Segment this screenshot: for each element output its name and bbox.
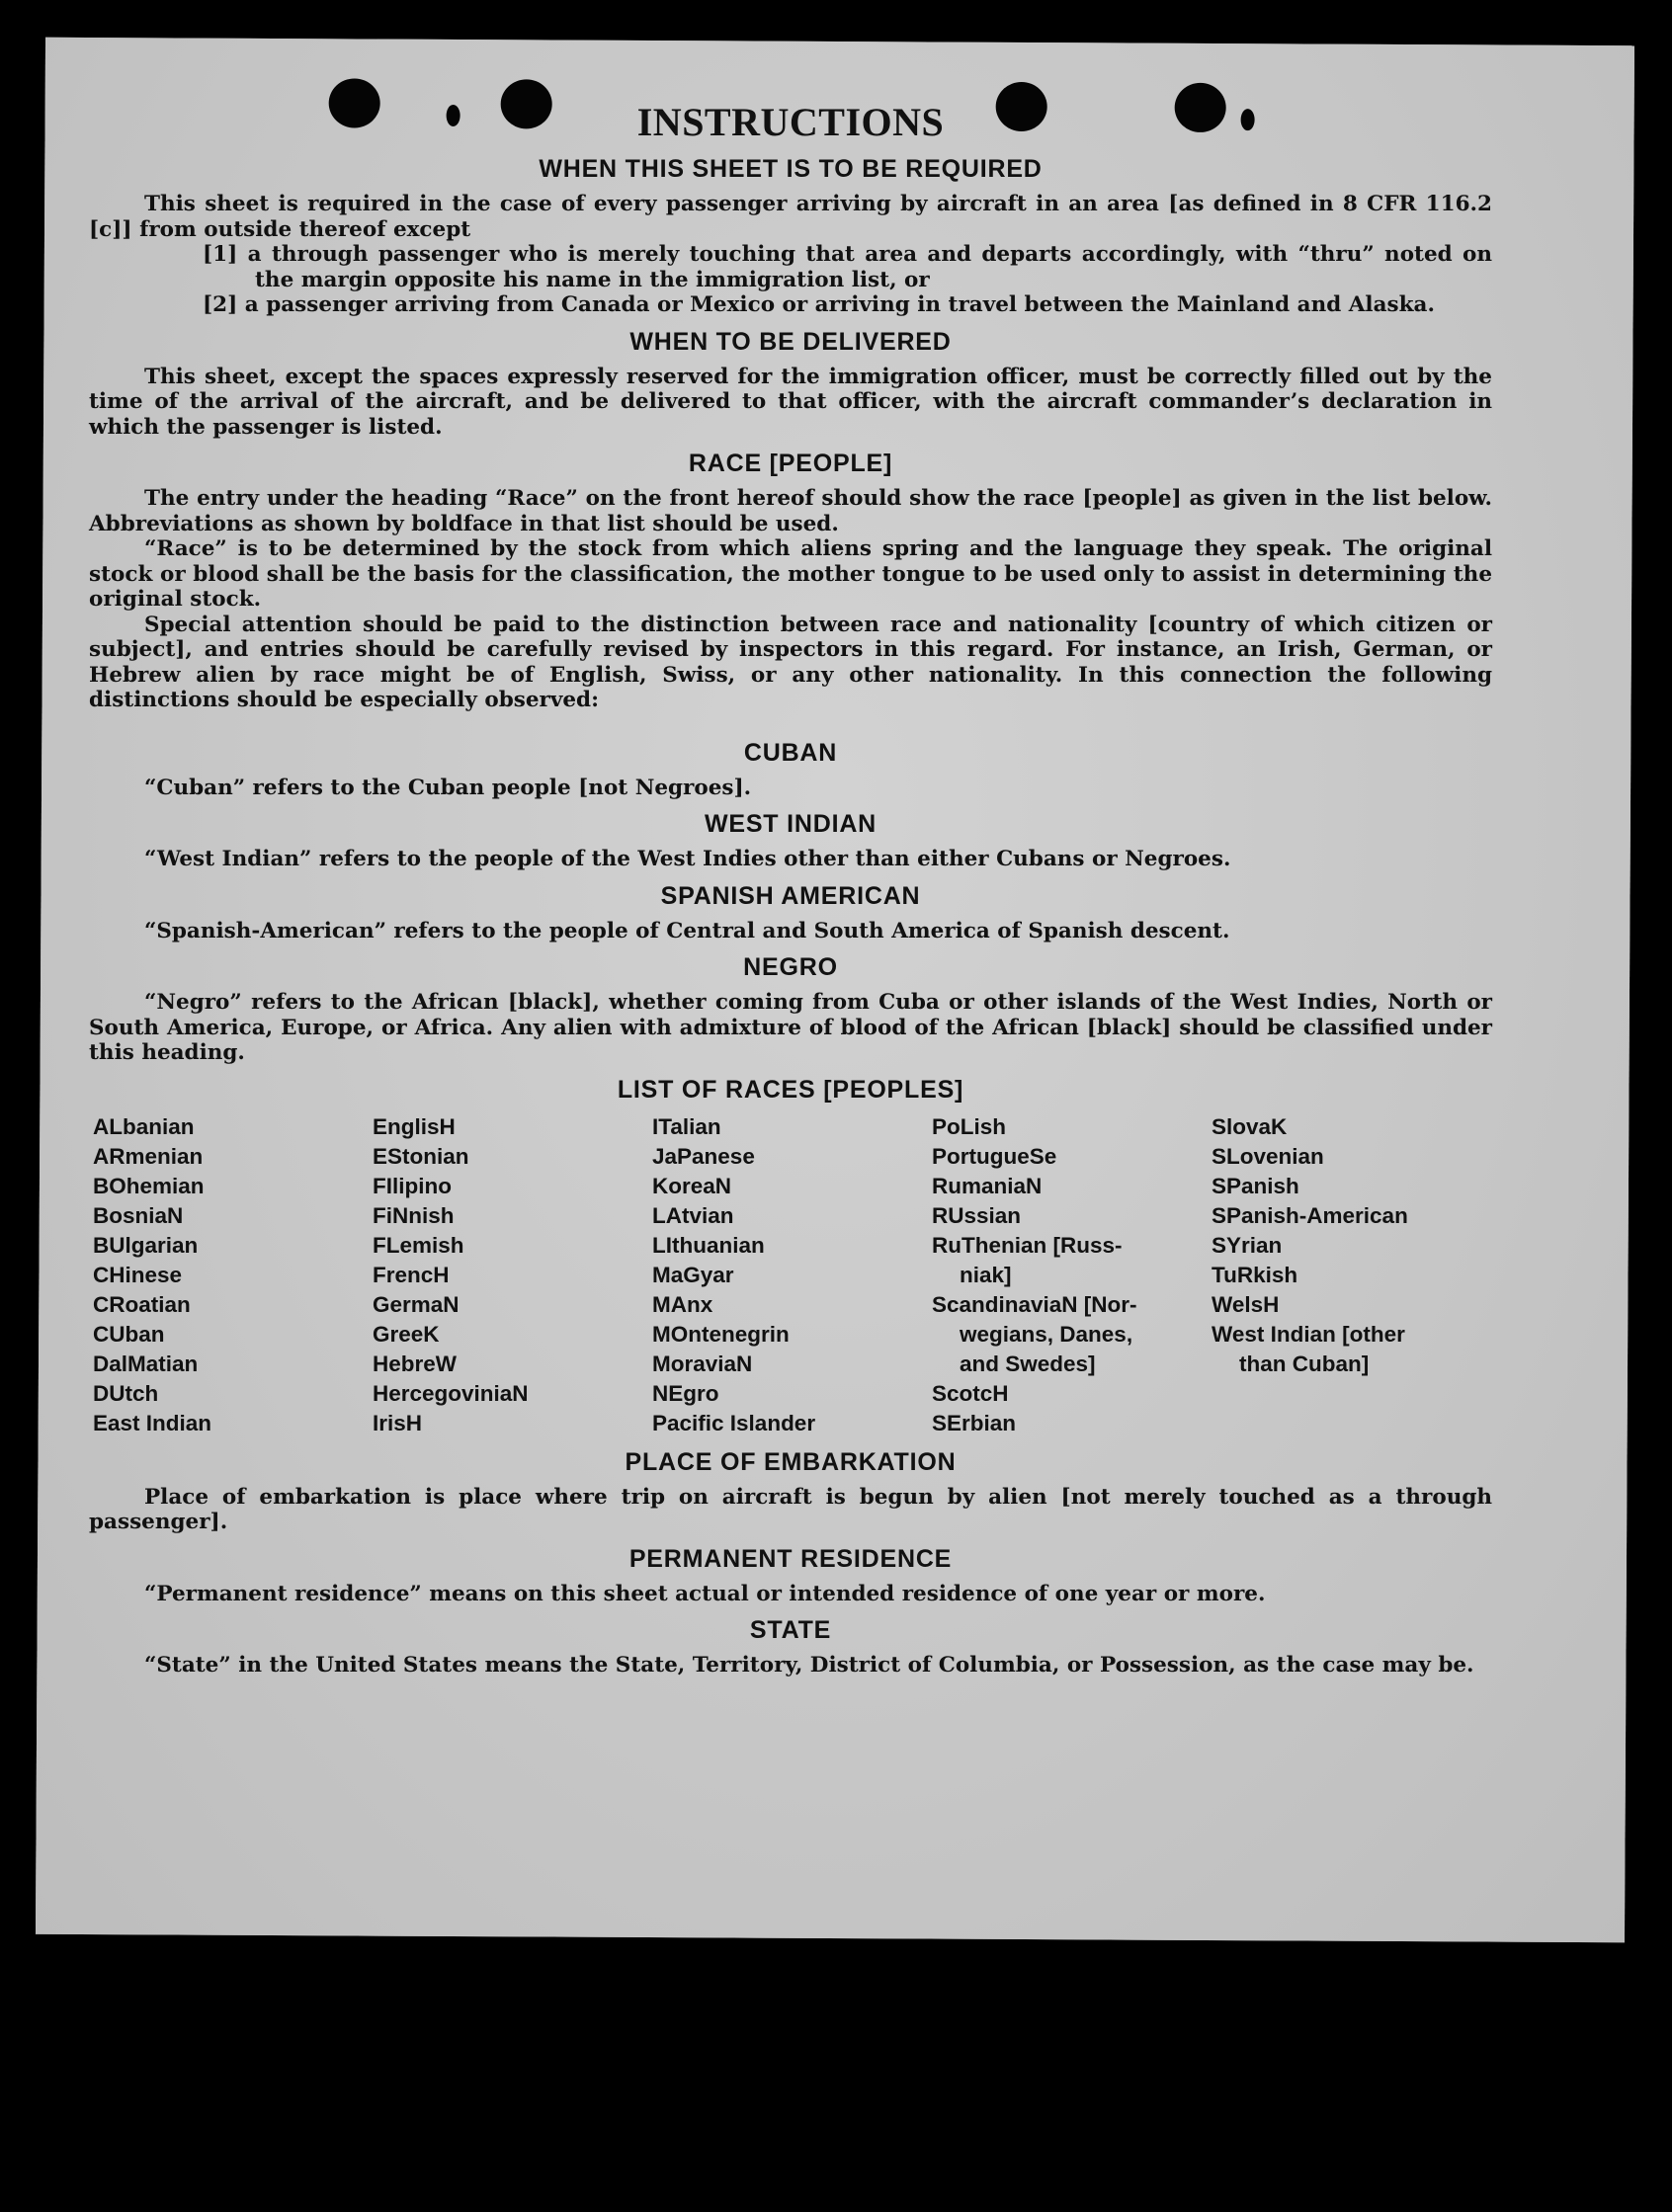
section-heading-residence: PERMANENT RESIDENCE bbox=[628, 1544, 953, 1573]
section-heading-delivered: WHEN TO BE DELIVERED bbox=[629, 327, 952, 356]
race-paragraph-2: “Race” is to be determined by the stock from which aliens spring and the language they speak. The original stock or blood shall be the basis for the classification, the mother tongue to be used only to assist in determining the original stock. bbox=[89, 536, 1492, 612]
race-item: IrisH bbox=[373, 1410, 423, 1435]
race-item: SLovenian bbox=[1212, 1143, 1324, 1169]
race-item: EnglisH bbox=[373, 1113, 456, 1139]
race-item: GermaN bbox=[373, 1291, 460, 1317]
race-item: CUban bbox=[93, 1321, 165, 1347]
race-item: BUlgarian bbox=[93, 1232, 199, 1258]
spanish-american-text: “Spanish-American” refers to the people of Central and South America of Spanish descent. bbox=[144, 918, 1230, 943]
page-title: INSTRUCTIONS bbox=[636, 100, 945, 144]
section-heading-embarkation: PLACE OF EMBARKATION bbox=[625, 1447, 957, 1476]
races-column-5 bbox=[1212, 1112, 1491, 1438]
race-item: East Indian bbox=[93, 1410, 212, 1435]
race-item: ITalian bbox=[652, 1113, 721, 1139]
negro-text: “Negro” refers to the African [black], whether coming from Cuba or other islands of the West Indies, North or South America, Europe, or Africa. Any alien with admixture of blood of the African [black] should be classified under this heading. bbox=[89, 990, 1492, 1065]
race-item: ALbanian bbox=[93, 1113, 195, 1139]
race-item: TuRkish bbox=[1212, 1262, 1298, 1287]
race-item: EStonian bbox=[373, 1143, 469, 1169]
west-indian-text: “West Indian” refers to the people of the West Indies other than either Cubans or Negroes. bbox=[144, 847, 1231, 871]
race-item: DUtch bbox=[93, 1380, 159, 1406]
race-item-continued: wegians, Danes, bbox=[960, 1321, 1133, 1347]
section-heading-spanish-american: SPANISH AMERICAN bbox=[660, 881, 921, 910]
race-item: FIlipino bbox=[373, 1173, 452, 1198]
race-item: SPanish bbox=[1212, 1173, 1299, 1198]
races-column-1 bbox=[93, 1112, 373, 1438]
races-column-4 bbox=[932, 1112, 1212, 1438]
race-item: GreeK bbox=[373, 1321, 440, 1347]
race-item: FLemish bbox=[373, 1232, 464, 1258]
race-item: SPanish-American bbox=[1212, 1202, 1408, 1228]
races-column-3 bbox=[652, 1112, 932, 1438]
race-item: ScandinaviaN [Nor- bbox=[932, 1291, 1137, 1317]
race-item: PoLish bbox=[932, 1113, 1007, 1139]
delivered-text: This sheet, except the spaces expressly reserved for the immigration officer, must be correctly filled out by the time of the arrival of the aircraft, and be delivered to that officer, with the aircraft commander’s declaration in which the passenger is listed. bbox=[89, 364, 1492, 440]
race-item: ARmenian bbox=[93, 1143, 204, 1169]
races-list bbox=[93, 1112, 1492, 1438]
race-item: ScotcH bbox=[932, 1380, 1009, 1406]
race-item: LAtvian bbox=[652, 1202, 734, 1228]
race-item: HercegoviniaN bbox=[373, 1380, 529, 1406]
section-heading-list-of-races: LIST OF RACES [PEOPLES] bbox=[617, 1075, 964, 1104]
section-heading-cuban: CUBAN bbox=[743, 738, 838, 767]
race-item: RUssian bbox=[932, 1202, 1022, 1228]
race-item: KoreaN bbox=[652, 1173, 732, 1198]
race-item: MOntenegrin bbox=[652, 1321, 790, 1347]
race-item: West Indian [other bbox=[1212, 1321, 1405, 1347]
race-item: SYrian bbox=[1212, 1232, 1283, 1258]
race-item: MaGyar bbox=[652, 1262, 734, 1287]
section-heading-required: WHEN THIS SHEET IS TO BE REQUIRED bbox=[539, 155, 1043, 183]
race-item: SErbian bbox=[932, 1410, 1017, 1435]
section-heading-west-indian: WEST INDIAN bbox=[704, 810, 878, 838]
section-heading-state: STATE bbox=[749, 1616, 832, 1644]
race-item: CHinese bbox=[93, 1262, 183, 1287]
required-item-2: [2] a passenger arriving from Canada or Mexico or arriving in travel between the Mainland and Alaska. bbox=[203, 292, 1435, 317]
races-column-2 bbox=[373, 1112, 652, 1438]
race-item: Pacific Islander bbox=[652, 1410, 816, 1435]
required-intro: This sheet is required in the case of every passenger arriving by aircraft in an area [as defined in 8 CFR 116.2 [c]] from outside thereof except bbox=[89, 192, 1492, 242]
race-item: HebreW bbox=[373, 1351, 458, 1376]
race-paragraph-1: The entry under the heading “Race” on the front hereof should show the race [people] as given in the list below. Abbreviations as shown by boldface in that list should be used. bbox=[89, 486, 1492, 536]
race-item: BosniaN bbox=[93, 1202, 184, 1228]
race-item: FiNnish bbox=[373, 1202, 455, 1228]
race-item: CRoatian bbox=[93, 1291, 191, 1317]
race-paragraph-3: Special attention should be paid to the distinction between race and nationality [country of which citizen or subject], and entries should be carefully revised by inspectors in this regard. For instance, an Irish, German, or Hebrew alien by race might be of English, Swiss, or any other nationality. In this connection the following distinctions should be especially observed: bbox=[89, 612, 1492, 712]
race-item: JaPanese bbox=[652, 1143, 755, 1169]
embarkation-text: Place of embarkation is place where trip on aircraft is begun by alien [not merely touched as a through passenger]. bbox=[89, 1484, 1492, 1534]
race-item: PortugueSe bbox=[932, 1143, 1057, 1169]
race-item: BOhemian bbox=[93, 1173, 205, 1198]
race-item: RumaniaN bbox=[932, 1173, 1043, 1198]
required-item-1: [1] a through passenger who is merely touching that area and departs accordingly, with “thru” noted on the margin opposite his name in the immigration list, or bbox=[203, 242, 1492, 292]
residence-text: “Permanent residence” means on this sheet actual or intended residence of one year or more. bbox=[144, 1581, 1266, 1606]
race-item-continued: than Cuban] bbox=[1239, 1351, 1370, 1376]
race-item: WelsH bbox=[1212, 1291, 1280, 1317]
race-item: NEgro bbox=[652, 1380, 719, 1406]
race-item: FrencH bbox=[373, 1262, 450, 1287]
cuban-text: “Cuban” refers to the Cuban people [not Negroes]. bbox=[144, 775, 752, 800]
race-item: LIthuanian bbox=[652, 1232, 765, 1258]
instructions-content bbox=[89, 99, 1492, 1679]
section-heading-negro: NEGRO bbox=[743, 953, 838, 981]
race-item: RuThenian [Russ- bbox=[932, 1232, 1123, 1258]
race-item: MoraviaN bbox=[652, 1351, 753, 1376]
race-item-continued: and Swedes] bbox=[960, 1351, 1096, 1376]
race-item: MAnx bbox=[652, 1291, 713, 1317]
race-item-continued: niak] bbox=[960, 1262, 1012, 1287]
race-item: SlovaK bbox=[1212, 1113, 1288, 1139]
section-heading-race: RACE [PEOPLE] bbox=[688, 450, 893, 477]
state-text: “State” in the United States means the State, Territory, District of Columbia, or Possession, as the case may be. bbox=[144, 1653, 1474, 1678]
race-item: DalMatian bbox=[93, 1351, 199, 1376]
